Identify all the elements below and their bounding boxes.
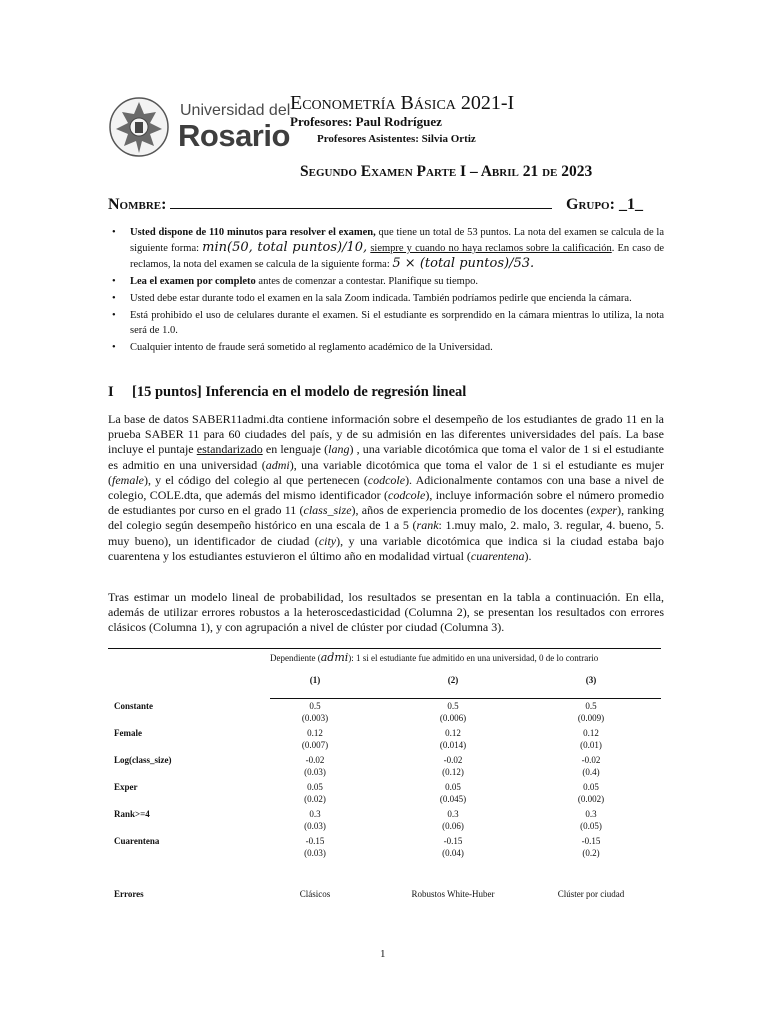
standard-error-cell: (0.02): [304, 794, 326, 804]
section-title: [15 puntos] Inferencia en el modelo de regresión lineal: [132, 384, 467, 400]
logo-university-text: Universidad del: [180, 102, 291, 119]
standard-error-cell: (0.04): [442, 848, 464, 858]
coefficient-cell: 0.05: [583, 782, 599, 792]
errors-col-3: Clúster por ciudad: [557, 889, 625, 899]
coefficient-cell: 0.3: [585, 809, 597, 819]
errors-label: Errores: [114, 889, 144, 899]
university-seal-icon: [108, 96, 170, 158]
paragraph-data-description: La base de datos SABER11admi.dta contiene información sobre el desempeño de los estudiantes de grado 11 en la prueba SABER 11 para 60 ciudades del país, y de su admisión en las diferentes universidades del país. La base incluye el puntaje estandarizado en lenguaje (lang) , una variable dicotómica que toma el valor de 1 si el estudiante es admitio en una universidad (admi), una variable dicotómica que toma el valor de 1 si el estudiante es mujer (female), y el código del colegio al que pertenecen (codcole). Adicionalmente contamos con una base a nivel de colegio, COLE.dta, que además del mismo identificador (codcole), incluye información sobre el número promedio de estudiantes por curso en el grado 11 (class_size), años de experiencia promedio de los docentes (exper), ranking del colegio según desempeño histórico en una escala de 1 a 5 (rank: 1.muy malo, 2. malo, 3. regular, 4. bueno, 5. muy bueno), un identificador de ciudad (city), y una variable dicotómica que indica si la ciudad estaba bajo cuarentena y los estudiantes estuvieron el último año en modalidad virtual (cuarentena).: [108, 412, 665, 563]
row-label: Female: [114, 728, 142, 738]
row-label: Constante: [114, 701, 154, 711]
row-label: Rank>=4: [114, 809, 150, 819]
coefficient-cell: -0.15: [443, 836, 463, 846]
coefficient-cell: 0.5: [585, 701, 597, 711]
coefficient-cell: -0.02: [443, 755, 463, 765]
instruction-item: • Usted dispone de 110 minutos para resolver el examen, que tiene un total de 53 puntos. La nota del examen se calcula de la siguiente forma: min(50, total puntos)/10, siempre y cuando no haya reclamos sobre la calificación. En caso de reclamos, la nota del examen se calcula de la siguiente forma: 5 × (total puntos)/53.: [112, 227, 665, 271]
instruction-item: • Cualquier intento de fraude será sometido al reglamento académico de la Universidad.: [112, 342, 493, 353]
row-label: Exper: [114, 782, 138, 792]
assistant-professors: Profesores Asistentes: Silvia Ortiz: [317, 133, 476, 145]
instruction-item: • Usted debe estar durante todo el examen en la sala Zoom indicada. También podríamos pedirle que encienda la cámara.: [112, 293, 632, 304]
standard-error-cell: (0.006): [439, 713, 467, 723]
course-title: Econometría Básica 2021-I: [290, 92, 515, 114]
group-value: _1_: [618, 196, 643, 213]
standard-error-cell: (0.03): [304, 848, 326, 858]
coefficient-cell: 0.05: [307, 782, 323, 792]
name-label: Nombre:: [108, 196, 167, 213]
coefficient-cell: -0.15: [581, 836, 601, 846]
instruction-item: • Está prohibido el uso de celulares durante el examen. Si el estudiante es sorprendido en la cámara mientras lo utiliza, la nota será de 1.0.: [112, 310, 664, 336]
coefficient-cell: 0.5: [309, 701, 321, 711]
coefficient-cell: 0.12: [583, 728, 599, 738]
errors-col-2: Robustos White-Huber: [411, 889, 495, 899]
column-header-3: (3): [585, 675, 597, 685]
standard-error-cell: (0.2): [582, 848, 600, 858]
coefficient-cell: -0.02: [305, 755, 325, 765]
row-label: Log(class_size): [114, 755, 172, 765]
name-blank-line: [170, 196, 552, 209]
table-top-rule: [108, 648, 661, 649]
coefficient-cell: -0.02: [581, 755, 601, 765]
column-header-2: (2): [447, 675, 459, 685]
dependent-variable-caption: Dependiente (admi): 1 si el estudiante fue admitido en una universidad, 0 de lo contrario: [270, 651, 599, 664]
standard-error-cell: (0.003): [301, 713, 329, 723]
errors-col-1: Clásicos: [299, 889, 331, 899]
coefficient-cell: 0.12: [445, 728, 461, 738]
formula-grade-claims: 5 × (total puntos)/53.: [392, 256, 535, 271]
standard-error-cell: (0.4): [582, 767, 600, 777]
exam-title: Segundo Examen Parte I – Abril 21 de 2023: [300, 163, 593, 180]
group-field: [566, 196, 643, 214]
coefficient-cell: -0.15: [305, 836, 325, 846]
standard-error-cell: (0.014): [439, 740, 467, 750]
table-header-rule: [270, 698, 661, 699]
coefficient-cell: 0.05: [445, 782, 461, 792]
standard-error-cell: (0.045): [439, 794, 467, 804]
page-number: 1: [380, 948, 386, 960]
section-heading: [108, 384, 466, 401]
professors: Profesores: Paul Rodríguez: [290, 114, 442, 129]
name-field: [108, 196, 556, 214]
group-label: Grupo:: [566, 196, 615, 213]
instruction-item: • Lea el examen por completo antes de comenzar a contestar. Planifique su tiempo.: [112, 276, 478, 287]
standard-error-cell: (0.002): [577, 794, 605, 804]
standard-error-cell: (0.12): [442, 767, 464, 777]
coefficient-cell: 0.12: [307, 728, 323, 738]
coefficient-cell: 0.3: [309, 809, 321, 819]
paragraph-results-intro: Tras estimar un modelo lineal de probabilidad, los resultados se presentan en la tabla a continuación. En ella, además de utilizar errores robustos a la heteroscedasticidad (Columna 2), se presentan los resultados con errores clásicos (Columna 1), y con agrupación a nivel de clúster por ciudad (Columna 3).: [108, 590, 664, 635]
formula-grade: min(50, total puntos)/10,: [202, 240, 368, 255]
column-header-1: (1): [309, 675, 321, 685]
standard-error-cell: (0.03): [304, 767, 326, 777]
standard-error-cell: (0.009): [577, 713, 605, 723]
university-logo: [108, 94, 291, 158]
instructions-list: [112, 225, 664, 357]
standard-error-cell: (0.01): [580, 740, 602, 750]
standard-error-cell: (0.03): [304, 821, 326, 831]
section-number: I: [108, 384, 114, 400]
standard-error-cell: (0.05): [580, 821, 602, 831]
standard-error-cell: (0.06): [442, 821, 464, 831]
coefficient-cell: 0.3: [447, 809, 459, 819]
row-label: Cuarentena: [114, 836, 160, 846]
standard-error-cell: (0.007): [301, 740, 329, 750]
logo-rosario-text: Rosario: [178, 118, 290, 153]
coefficient-cell: 0.5: [447, 701, 459, 711]
